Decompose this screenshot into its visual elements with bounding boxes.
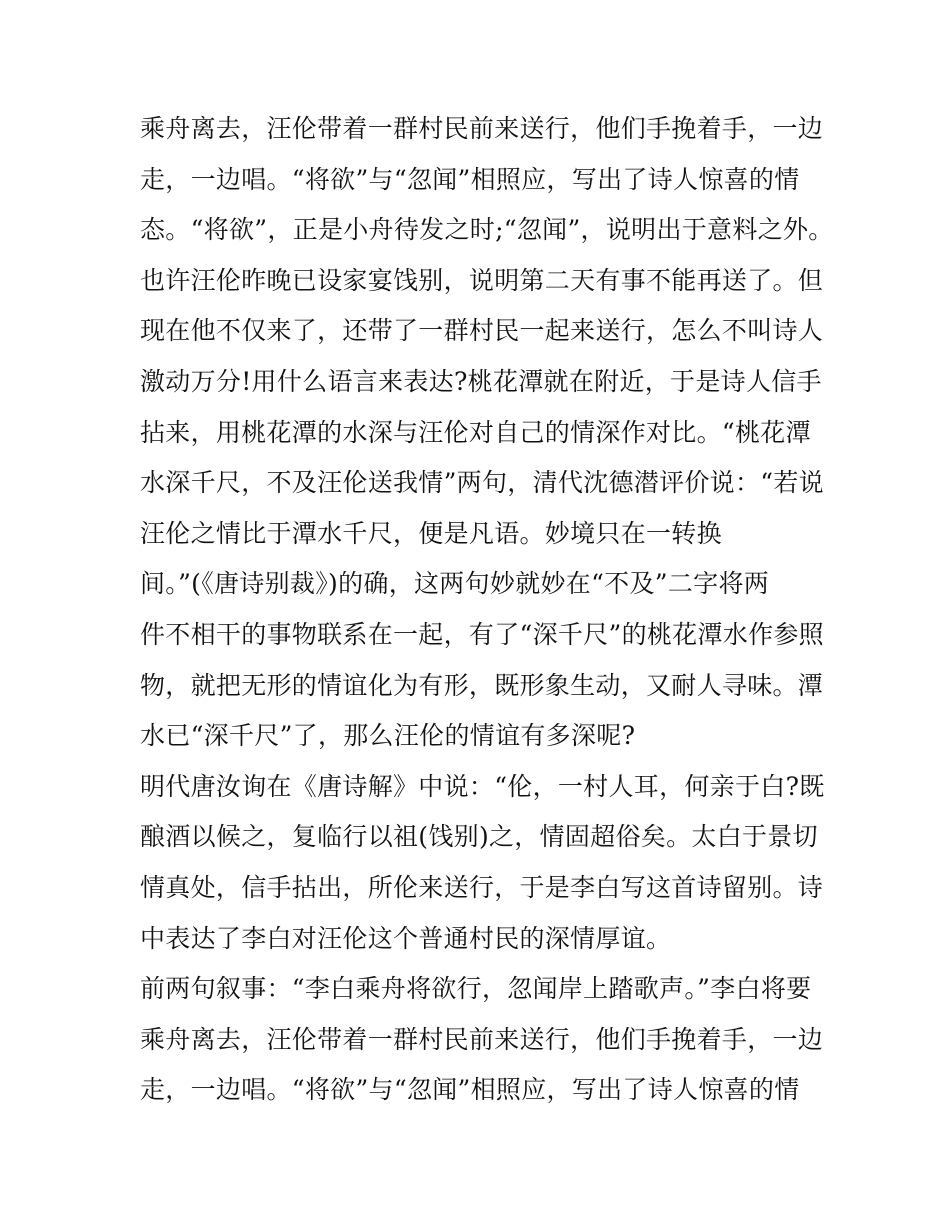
text-line: 件不相干的事物联系在一起，有了“深千尺”的桃花潭水作参照 (140, 619, 824, 649)
text-line: 水已“深千尺”了，那么汪伦的情谊有多深呢? (140, 721, 636, 751)
text-line: 现在他不仅来了，还带了一群村民一起来送行，怎么不叫诗人 (140, 316, 824, 346)
text-line: 汪伦之情比于潭水千尺，便是凡语。妙境只在一转换 (140, 518, 722, 548)
text-line: 中表达了李白对汪伦这个普通村民的深情厚谊。 (140, 923, 672, 953)
text-line: 物，就把无形的情谊化为有形，既形象生动，又耐人寻味。潭 (140, 670, 824, 700)
text-line: 激动万分!用什么语言来表达?桃花潭就在附近，于是诗人信手 (140, 366, 822, 396)
text-line: 走，一边唱。“将欲”与“忽闻”相照应，写出了诗人惊喜的情 (140, 164, 800, 194)
text-line: 乘舟离去，汪伦带着一群村民前来送行，他们手挽着手，一边 (140, 1024, 824, 1054)
text-line: 拈来，用桃花潭的水深与汪伦对自己的情深作对比。“桃花潭 (140, 417, 811, 447)
text-line: 间。”(《唐诗别裁》)的确，这两句妙就妙在“不及”二字将两 (140, 569, 770, 599)
text-line: 前两句叙事：“李白乘舟将欲行，忽闻岸上踏歌声。”李白将要 (140, 974, 812, 1004)
text-line: 走，一边唱。“将欲”与“忽闻”相照应，写出了诗人惊喜的情 (140, 1075, 800, 1105)
text-line: 乘舟离去，汪伦带着一群村民前来送行，他们手挽着手，一边 (140, 114, 824, 143)
text-line: 水深千尺，不及汪伦送我情”两句，清代沈德潜评价说：“若说 (140, 468, 824, 498)
text-line: 也许汪伦昨晚已设家宴饯别，说明第二天有事不能再送了。但 (140, 265, 824, 295)
text-line: 态。“将欲”，正是小舟待发之时;“忽闻”，说明出于意料之外。 (140, 215, 834, 245)
text-line: 情真处，信手拈出，所伦来送行，于是李白写这首诗留别。诗 (140, 872, 824, 902)
text-line: 酿酒以候之，复临行以祖(饯别)之，情固超俗矣。太白于景切 (140, 822, 818, 852)
body-text (140, 104, 834, 1116)
text-line: 明代唐汝询在《唐诗解》中说：“伦，一村人耳，何亲于白?既 (140, 771, 825, 801)
